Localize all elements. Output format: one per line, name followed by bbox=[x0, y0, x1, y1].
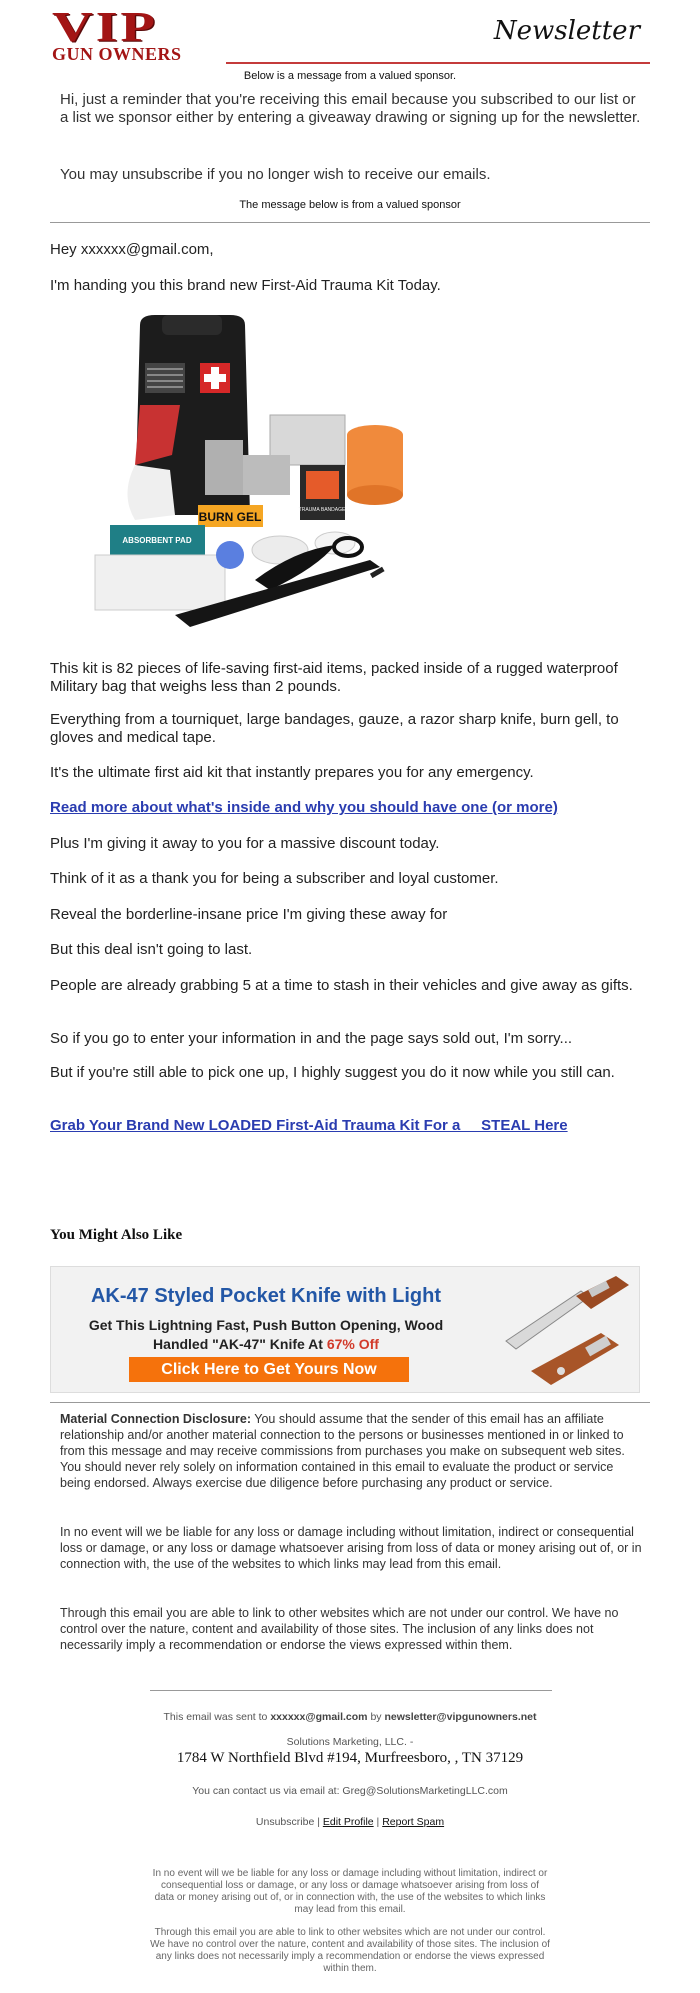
material-disclosure bbox=[60, 1411, 645, 1491]
sponsor-notice-top: Below is a message from a valued sponsor. bbox=[243, 70, 457, 82]
link-separator: | bbox=[373, 1816, 383, 1828]
logo-vip-text: VIP bbox=[52, 5, 158, 51]
vip-gun-owners-logo[interactable] bbox=[50, 5, 230, 65]
edit-profile-link[interactable]: Edit Profile bbox=[322, 1816, 374, 1828]
banner-cta-button[interactable]: Click Here to Get Yours Now bbox=[129, 1357, 409, 1382]
greeting: Hey xxxxxx@gmail.com, bbox=[50, 241, 214, 258]
trauma-bandage-label: TRAUMA BANDAGE bbox=[298, 507, 346, 513]
kit-description: This kit is 82 pieces of life-saving first-aid items, packed inside of a rugged waterproof Military bag that weighs less than 2 pounds. bbox=[50, 660, 618, 695]
sent-by: by bbox=[367, 1711, 385, 1723]
link-separator: | bbox=[314, 1816, 323, 1828]
trauma-kit-image[interactable] bbox=[80, 315, 470, 635]
kit-pitch: It's the ultimate first aid kit that instantly prepares you for any emergency. bbox=[50, 764, 534, 781]
liability-disclaimer: In no event will we be liable for any loss or damage including without limitation, indirect or consequential loss or damage, or any loss or damage whatsoever arising from loss of data or money arising out of, or in connection with, the use of the websites to which links may lead from this email. bbox=[60, 1525, 642, 1571]
footer-liability: In no event will we be liable for any loss or damage including without limitation, indirect or consequential loss or damage, or any loss or damage whatsoever arising from loss of data or money arising out of, or in connection with, the use of the websites to which links may lead from this email. bbox=[152, 1868, 548, 1915]
grab-kit-link-wrap bbox=[50, 1117, 650, 1135]
subscription-reminder: Hi, just a reminder that you're receiving this email because you subscribed to our list or a list we sponsor either by entering a giveaway drawing or signing up for the newsletter. bbox=[60, 91, 641, 126]
footer-links bbox=[100, 1816, 600, 1828]
banner-discount: 67% Off bbox=[326, 1336, 379, 1352]
discount-text: Plus I'm giving it away to you for a massive discount today. bbox=[50, 835, 440, 852]
disclosure-text: You should assume that the sender of this email has an affiliate relationship and/or another material connection to the persons or businesses mentioned in or linked to from this message and may receive commissions from purchases you make on subsequent web sites. You should never rely solely on information contained in this email to evaluate the product or service being endorsed. Always exercise due diligence before purchasing any product or service. bbox=[60, 1412, 625, 1490]
company-name: Solutions Marketing, LLC. - bbox=[286, 1736, 414, 1748]
newsletter-header bbox=[50, 5, 650, 65]
footer-divider bbox=[150, 1690, 552, 1691]
sold-out-text: So if you go to enter your information in and the page says sold out, I'm sorry... bbox=[50, 1030, 573, 1047]
contact-line: You can contact us via email at: Greg@SolutionsMarketingLLC.com bbox=[192, 1785, 508, 1797]
report-spam-link[interactable]: Report Spam bbox=[382, 1816, 445, 1828]
absorbent-pad-label: ABSORBENT PAD bbox=[122, 536, 192, 545]
banner-sub-line2: Handled "AK-47" Knife At bbox=[153, 1336, 327, 1352]
newsletter-title: Newsletter bbox=[493, 16, 640, 46]
header-divider bbox=[226, 62, 650, 64]
sent-to-line bbox=[100, 1711, 600, 1723]
reveal-price-text: Reveal the borderline-insane price I'm giving these away for bbox=[50, 906, 448, 923]
sponsor-notice-mid: The message below is from a valued sponsor bbox=[239, 199, 461, 211]
banner-sub-line1: Get This Lightning Fast, Push Button Opening, Wood bbox=[88, 1317, 444, 1333]
unsubscribe-note: You may unsubscribe if you no longer wish to receive our emails. bbox=[60, 166, 491, 183]
unsubscribe-link[interactable]: Unsubscribe bbox=[255, 1816, 315, 1828]
read-more-link-wrap bbox=[50, 799, 650, 817]
disclosure-label: Material Connection Disclosure: bbox=[60, 1412, 252, 1426]
intro-text: I'm handing you this brand new First-Aid Trauma Kit Today. bbox=[50, 277, 441, 294]
demand-text: People are already grabbing 5 at a time to stash in their vehicles and give away as gifts. bbox=[50, 977, 633, 994]
divider bbox=[50, 1402, 650, 1403]
grab-kit-link[interactable]: Grab Your Brand New LOADED First-Aid Trauma Kit For a STEAL Here bbox=[50, 1117, 568, 1134]
read-more-link[interactable]: Read more about what's inside and why you should have one (or more) bbox=[50, 799, 558, 816]
recipient-email: xxxxxx@gmail.com bbox=[270, 1711, 368, 1723]
burn-gel-label: BURN GEL bbox=[198, 510, 262, 524]
sender-email: newsletter@vipgunowners.net bbox=[384, 1711, 537, 1723]
external-links-disclaimer: Through this email you are able to link to other websites which are not under our control. We have no control over the nature, content and availability of those sites. The inclusion of any links does not necessarily imply a recommendation or endorse the views expressed within them. bbox=[60, 1606, 619, 1652]
knife-promo-banner[interactable] bbox=[50, 1266, 640, 1393]
you-might-also-like-heading: You Might Also Like bbox=[50, 1227, 183, 1243]
footer-external-links: Through this email you are able to link to other websites which are not under our control. We have no control over the nature, content and availability of those sites. The inclusion of any links does not necessarily imply a recommendation or endorse the views expressed within them. bbox=[150, 1927, 550, 1974]
buy-now-text: But if you're still able to pick one up, I highly suggest you do it now while you still can. bbox=[50, 1064, 615, 1081]
banner-subtitle bbox=[51, 1316, 481, 1354]
mailing-address: 1784 W Northfield Blvd #194, Murfreesboro, , TN 37129 bbox=[176, 1750, 524, 1766]
logo-gun-owners-text: GUN OWNERS bbox=[52, 44, 182, 64]
kit-contents: Everything from a tourniquet, large bandages, gauze, a razor sharp knife, burn gell, to gloves and medical tape. bbox=[50, 711, 619, 746]
pocket-knife-image bbox=[491, 1271, 636, 1391]
thank-you-text: Think of it as a thank you for being a subscriber and loyal customer. bbox=[50, 870, 499, 887]
banner-title: AK-47 Styled Pocket Knife with Light bbox=[90, 1285, 442, 1307]
sent-prefix: This email was sent to bbox=[163, 1711, 271, 1723]
divider bbox=[50, 222, 650, 223]
deal-ending-text: But this deal isn't going to last. bbox=[50, 941, 253, 958]
